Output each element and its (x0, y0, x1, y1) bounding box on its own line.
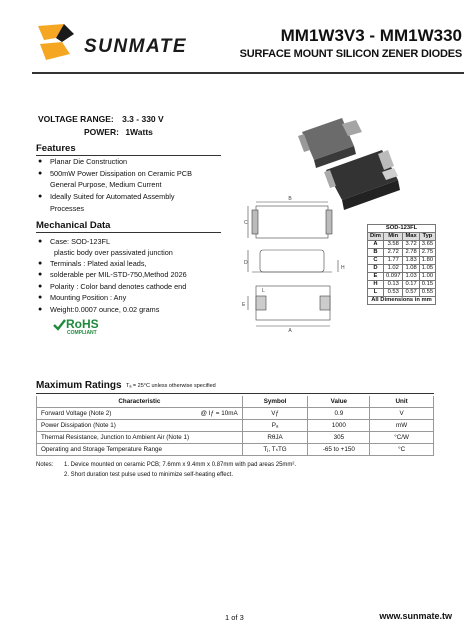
ratings-row: Operating and Storage Temperature Range Tⱼ, TₛTG -65 to +150 °C (37, 444, 434, 456)
mechanical-heading: Mechanical Data (36, 220, 221, 233)
package-3d-view (298, 118, 400, 210)
ratings-condition: Tₐ = 25°C unless otherwise specified (126, 383, 216, 389)
dimension-row: C 1.77 1.83 1.80 (368, 257, 436, 265)
feature-item: General Purpose, Medium Current (50, 180, 162, 189)
sunmate-logo (34, 20, 214, 65)
dim-label-a: A (288, 328, 292, 334)
dim-label-l: L (262, 288, 265, 294)
mechanical-item: ● Weight:0.0007 ounce, 0.02 grams (38, 305, 160, 314)
dimension-header: Min (383, 233, 403, 241)
dim-label-e: E (242, 302, 246, 308)
dimension-row: B 2.72 2.78 2.75 (368, 249, 436, 257)
feature-item: ● 500mW Power Dissipation on Ceramic PCB (38, 169, 192, 178)
dimension-row: L 0.53 0.57 0.55 (368, 289, 436, 297)
mechanical-item: ● Terminals : Plated axial leads, (38, 259, 147, 268)
dim-label-d: D (244, 260, 248, 266)
ratings-row: Forward Voltage (Note 2) @ Iƒ = 10mA Vƒ 0.9 V (37, 408, 434, 420)
page-number: 1 of 3 (225, 613, 244, 622)
top-view (248, 202, 332, 238)
rohs-title: RoHS (66, 317, 99, 331)
voltage-label: VOLTAGE RANGE: (38, 114, 114, 124)
note-item: 2. Short duration test pulse used to minimize self-heating effect. (64, 472, 233, 478)
ratings-heading: Maximum Ratings (36, 380, 122, 391)
bottom-view (248, 286, 330, 326)
dim-label-b: B (288, 196, 292, 202)
dimension-table-title: SOD-123FL (368, 225, 436, 233)
ratings-header: Value (308, 396, 370, 408)
logo-wordmark: SUNMATE (84, 36, 188, 57)
power-value: 1Watts (125, 127, 153, 137)
checkmark-icon (52, 318, 66, 332)
ratings-header: Unit (370, 396, 434, 408)
mechanical-item: ● Polarity : Color band denotes cathode end (38, 282, 187, 291)
dim-label-h: H (341, 265, 345, 271)
dimension-header: Max (403, 233, 419, 241)
ratings-table (36, 396, 434, 456)
dimension-header: Dim (368, 233, 384, 241)
ratings-header-row (37, 396, 434, 408)
ratings-header: Symbol (242, 396, 308, 408)
dimension-row: H 0.13 0.17 0.15 (368, 281, 436, 289)
dimension-row: E 0.097 1.03 1.00 (368, 273, 436, 281)
feature-item: ● Ideally Suited for Automated Assembly (38, 192, 175, 201)
features-heading: Features (36, 143, 221, 156)
note-item: 1. Device mounted on ceramic PCB; 7.6mm x 9.4mm x 0.87mm with pad areas 25mm². (64, 462, 297, 468)
mechanical-item: ● Mounting Position : Any (38, 293, 127, 302)
website-link[interactable]: www.sunmate.tw (379, 611, 452, 621)
ratings-header: Characteristic (37, 396, 243, 408)
voltage-range (38, 114, 164, 124)
voltage-value: 3.3 - 330 V (122, 114, 164, 124)
mechanical-item: ● Case: SOD-123FL (38, 237, 111, 246)
dimension-row: A 3.58 3.72 3.65 (368, 241, 436, 249)
feature-item: Processes (50, 204, 85, 213)
notes-label: Notes: (36, 462, 54, 468)
ratings-row: Power Dissipation (Note 1) Pₐ 1000 mW (37, 420, 434, 432)
dimension-table-footer: All Dimensions in mm (368, 297, 436, 305)
ratings-row: Thermal Resistance, Junction to Ambient Air (Note 1) RθJA 305 °C/W (37, 432, 434, 444)
dimension-table (367, 224, 436, 305)
dim-label-c: C (244, 220, 248, 226)
mechanical-item: plastic body over passivated junction (54, 248, 173, 257)
product-subtitle: SURFACE MOUNT SILICON ZENER DIODES (239, 48, 462, 60)
dimension-header: Typ (419, 233, 435, 241)
ratings-divider (36, 393, 434, 394)
side-view (248, 250, 338, 272)
feature-item: ● Planar Die Construction (38, 157, 128, 166)
power-rating (84, 127, 153, 137)
dimension-row: D 1.02 1.08 1.05 (368, 265, 436, 273)
part-number-title: MM1W3V3 - MM1W330 (280, 26, 462, 45)
mechanical-item: ● solderable per MIL-STD-750,Method 2026 (38, 270, 187, 279)
rohs-subtitle: COMPLIANT (67, 330, 97, 336)
rohs-badge (52, 317, 112, 339)
power-label: POWER: (84, 127, 119, 137)
header-divider (32, 72, 464, 74)
